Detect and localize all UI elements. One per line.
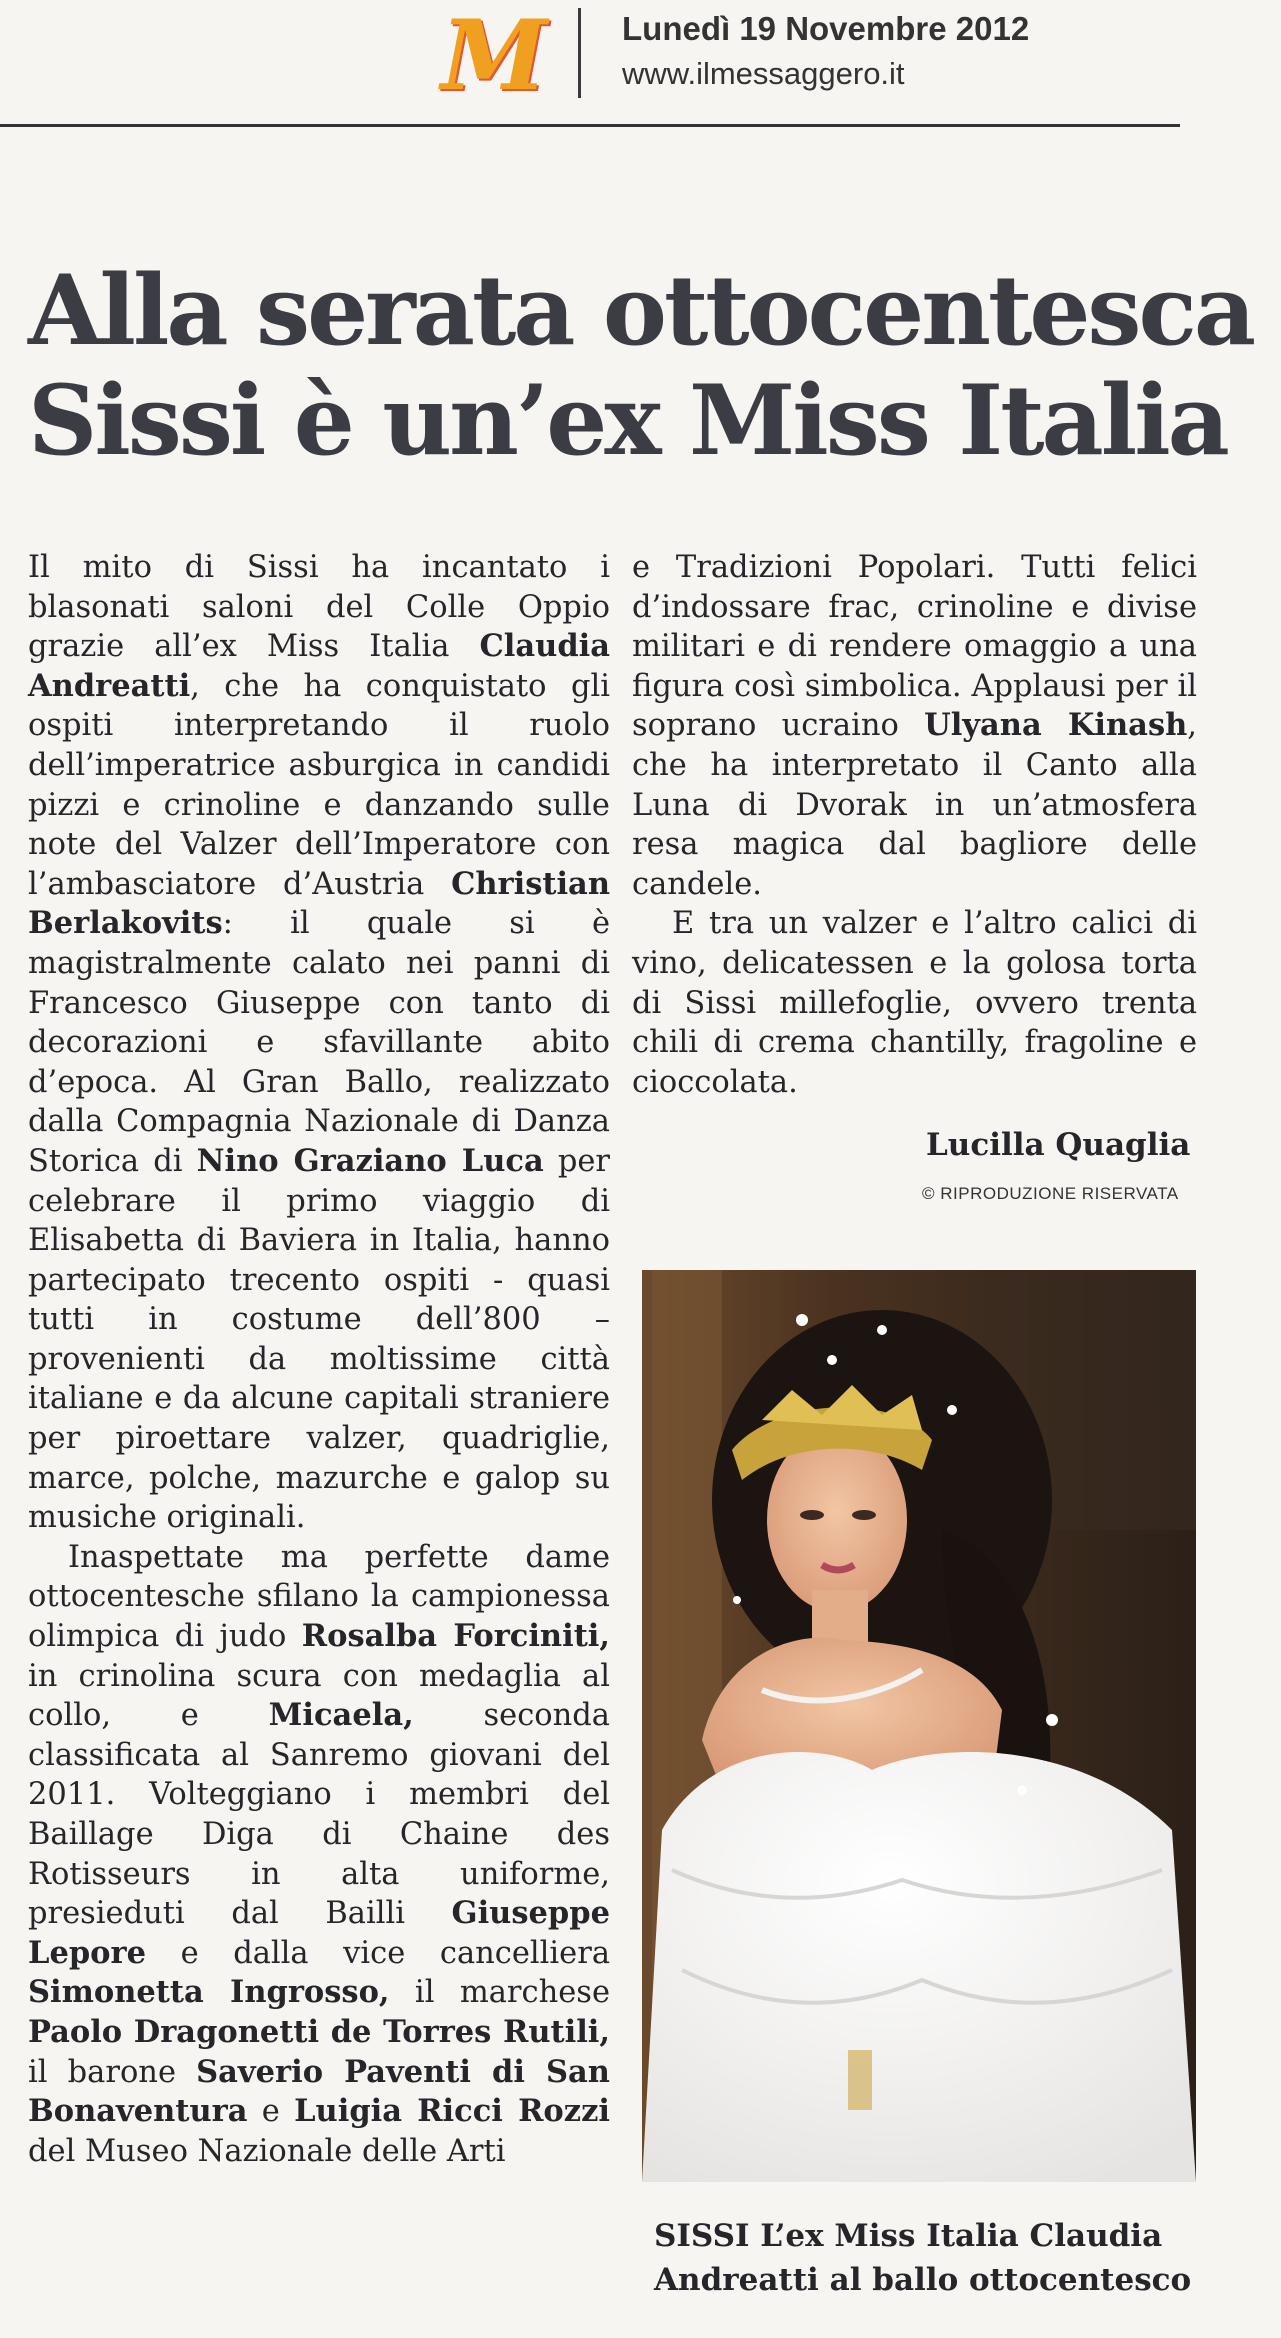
author-byline: Lucilla Quaglia (926, 1127, 1191, 1163)
photo-caption (654, 2214, 1254, 2302)
caption-line-2: Andreatti al ballo ottocentesco (654, 2262, 1192, 2298)
copyright-notice: © RIPRODUZIONE RISERVATA (922, 1184, 1179, 1203)
messaggero-logo: M (440, 0, 548, 112)
issue-date: Lunedì 19 Novembre 2012 (622, 10, 1030, 47)
article-paragraph-2: Inaspettate ma perfette dame ottocentesche sfilano la campionessa olimpica di judo Rosalba Forciniti, in crinolina scura con medaglia al collo, e Micaela, seconda classificata al Sanremo giovani del 2011. Volteggiano i membri del Baillage Diga di Chaine des Rotisseurs in alta uniforme, presieduti dal Bailli Giuseppe Lepore e dalla vice cancelliera Simonetta Ingrosso, il marchese Paolo Dragonetti de Torres Rutili, il barone Saverio Paventi di San Bonaventura e Luigia Ricci Rozzi del Museo Nazionale delle Arti (28, 1539, 610, 2169)
article-column-1 (28, 548, 610, 2171)
name-highlight: Nino Graziano Luca (196, 1142, 544, 1179)
name-highlight: Ulyana Kinash (924, 707, 1188, 744)
website-url: www.ilmessaggero.it (622, 56, 905, 91)
masthead-rule (0, 124, 1180, 127)
name-highlight: Claudia Andreatti (28, 628, 610, 704)
headline (28, 256, 1258, 476)
article-paragraph-1: Il mito di Sissi ha incantato i blasonati saloni del Colle Oppio grazie all’ex Miss Italia Claudia Andreatti, che ha conquistato gli ospiti interpretando il ruolo dell’imperatrice asburgica in candidi pizzi e crinoline e danzando sulle note del Valzer dell’Imperatore con l’ambasciatore d’Austria Christian Berlakovits: il quale si è magistralmente calato nei panni di Francesco Giuseppe con tanto di decorazioni e sfavillante abito d’epoca. Al Gran Ballo, realizzato dalla Compagnia Nazionale di Danza Storica di Nino Graziano Luca per celebrare il primo viaggio di Elisabetta di Baviera in Italia, hanno partecipato trecento ospiti - quasi tutti in costume dell’800 – provenienti da moltissime città italiane e da alcune capitali straniere per piroettare valzer, quadriglie, marce, polche, mazurche e galop su musiche originali. (28, 550, 610, 1536)
name-highlight: Saverio Paventi di San Bonaventura (28, 2053, 610, 2130)
name-highlight: Simonetta Ingrosso, (28, 1974, 390, 2011)
name-highlight: Micaela, (268, 1697, 414, 1734)
name-highlight: Christian Berlakovits (28, 865, 610, 942)
article-paragraph-3: e Tradizioni Popolari. Tutti felici d’indossare frac, crinoline e divise militari e di rendere omaggio a una figura così simbolica. Applausi per il soprano ucraino Ulyana Kinash, che ha interpretato il Canto alla Luna di Dvorak in un’atmosfera resa magica dal bagliore delle candele. (632, 550, 1197, 902)
article-photo (642, 1270, 1196, 2182)
name-highlight: Luigia Ricci Rozzi (294, 2093, 610, 2130)
article-column-2 (632, 548, 1197, 1102)
name-highlight: Rosalba Forciniti, (301, 1618, 610, 1655)
name-highlight: Giuseppe Lepore (28, 1895, 610, 1971)
name-highlight: Paolo Dragonetti de Torres Rutili, (28, 2013, 610, 2050)
masthead-divider (578, 8, 581, 98)
headline-line-2: Sissi è un’ex Miss Italia (28, 364, 1227, 477)
headline-line-1: Alla serata ottocentesca (28, 254, 1254, 367)
caption-line-1: SISSI L’ex Miss Italia Claudia (654, 2218, 1163, 2254)
article-paragraph-4: E tra un valzer e l’altro calici di vino, delicatessen e la golosa torta di Sissi millefoglie, ovvero trenta chili di crema chantilly, fragoline e cioccolata. (632, 906, 1197, 1100)
